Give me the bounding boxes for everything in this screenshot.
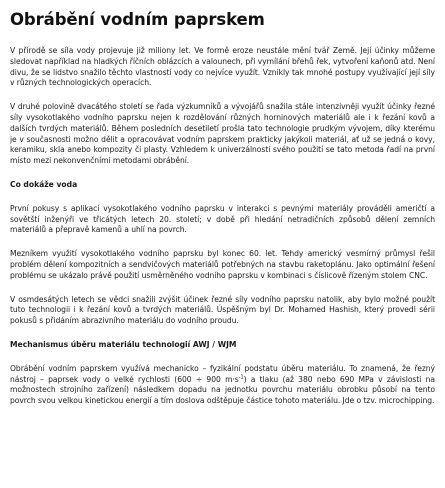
section-heading-mechanism: Mechanismus úběru materiálu technologií AWJ / WJM — [10, 339, 237, 349]
paragraph-first-attempts: První pokusy s aplikací vysokotlakého vodního paprsku v interakci s pevnými materiály prováděli američtí a sovětští inženýři ve třicátých letech 20. století; v době při hledání netradičních způsobů dělení zemních materiálů a přepravě kamenů a uhlí na povrch. — [10, 203, 435, 235]
paragraph-mechanism — [10, 364, 435, 407]
unit-exponent: -1 — [238, 374, 244, 380]
paragraph-mechanism-part-a: Obrábění vodním paprskem využívá mechanicko – fyzikální podstatu úběru materiálu. To znamená, že řezný nástroj – paprsek vody o velké rychlosti (600 ÷ 900 m·s — [10, 363, 435, 384]
section-heading-co-dokaze-voda: Co dokáže voda — [10, 179, 78, 189]
paragraph-mechanism-part-b: ) a tlaku (až 380 nebo 690 MPa v závislosti na možnostech strojního zařízení) následkem dopadu na jednotku povrchu materiálu obrobku působí na tento povrch svou velkou kinetickou energií a tím doslova odštěpuje částice tohoto materiálu. Jde o tzv. microchipping. — [10, 374, 435, 406]
paragraph-milestone: Mezníkem využití vysokotlakého vodního paprsku byl konec 60. let. Tehdy americký vesmírný průmysl řešil problém dělení kompozitních a sendvičových materiálů potřebných na stavbu raketoplánu. Jako optimální řešení problému se ukázalo právě použití usměrněného vodního paprsku v kombinaci s číslicově řízeným stolem CNC. — [10, 249, 435, 280]
paragraph-eighties: V osmdesátých letech se vědci snažili zvýšit účinek řezné síly vodního paprsku natolik, aby bylo možné použít tuto technologii i k řezání kovů a tvrdých materiálů. Úspěšným byl Dr. Mohamed Hashish, který provedl sérii pokusů s přidáním abrazivního materiálu do vodního proudu. — [10, 294, 435, 326]
paragraph-intro: V přírodě se síla vody projevuje již miliony let. Ve formě eroze neustále mění tvář Země. Její účinky můžeme sledovat například na hladkých říčních oblázcích a valounech, při vymílání břehů řek, vytvoření kaňonů atd. Není divu, že se lidstvo snažilo těchto vlastností vody co nejvíce využít. Vznikly tak mnohé postupy využívající její síly v různých technologických operacích. — [10, 46, 435, 88]
paragraph-history: V druhé polovině dvacátého století se řada výzkumníků a vývojářů snažila stále intenzivněji využít účinky řezné síly vysokotlakého vodního paprsku nejen k rozdělování různých horninových materiálů ale i k řezání kovů a dalších tvrdých materiálů. Během posledních desetiletí prošla tato technologie prudkým vývojem, díky kterému je v současnosti možno dělit a opracovávat vodním paprskem prakticky jakýkoli materiál, ať už se jedná o kovy, keramiku, skla anebo kompozity či plasty. Vzhledem k univerzálnosti svého použití se tato metoda řadí na první místo mezi nekonvenčními metodami obrábění. — [10, 102, 435, 166]
document-title: Obrábění vodním paprskem — [10, 10, 265, 29]
